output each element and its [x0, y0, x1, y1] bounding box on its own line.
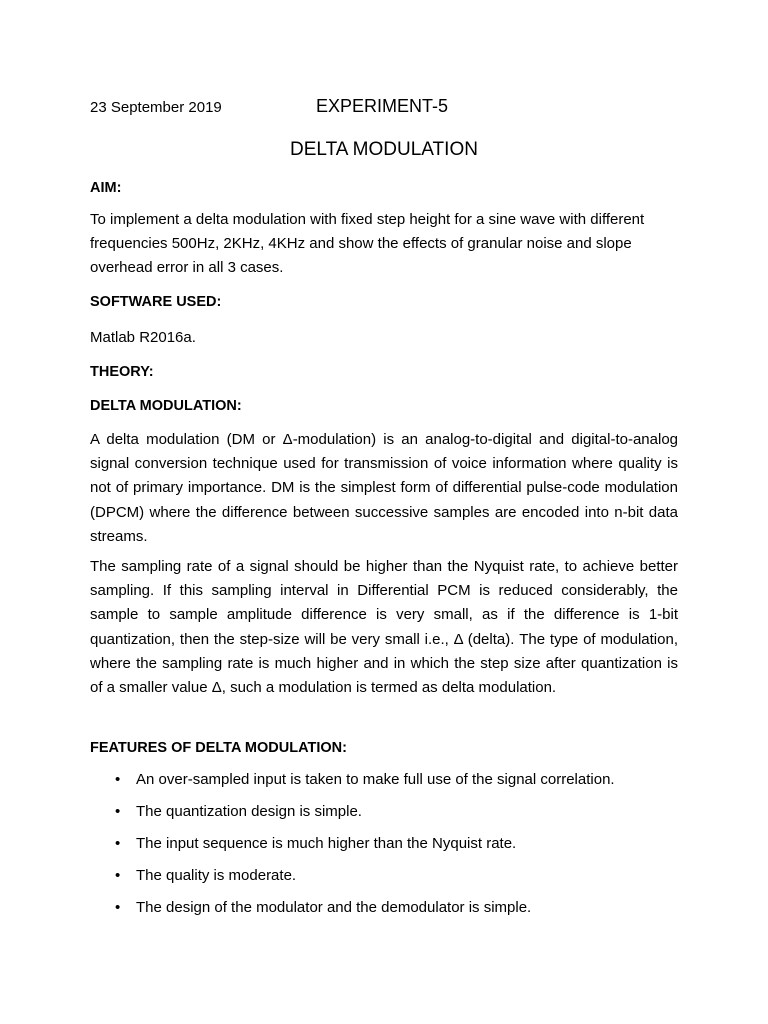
aim-heading: AIM:	[90, 180, 122, 196]
feature-text: An over-sampled input is taken to make full use of the signal correlation.	[136, 771, 615, 788]
feature-text: The quality is moderate.	[136, 867, 297, 884]
experiment-number: EXPERIMENT-5	[316, 96, 449, 116]
theory-paragraph-1: A delta modulation (DM or Δ-modulation) is an analog-to-digital and digital-to-analog signal conversion technique used for transmission of voice information where quality is not of primary importance. DM is the simplest form of differential pulse-code modulation (DPCM) where the difference between successive samples are encoded into n-bit data streams.	[90, 431, 678, 545]
aim-text: To implement a delta modulation with fixed step height for a sine wave with different frequencies 500Hz, 2KHz, 4KHz and show the effects of granular noise and slope overhead error in all 3 cases.	[90, 211, 645, 277]
theory-paragraph-2: The sampling rate of a signal should be higher than the Nyquist rate, to achieve better sampling. If this sampling interval in Differential PCM is reduced considerably, the sample to sample amplitude difference is very small, as if the difference is 1-bit quantization, then the step-size will be very small i.e., Δ (delta). The type of modulation, where the sampling rate is much higher and in which the step size after quantization is of a smaller value Δ, such a modulation is termed as delta modulation.	[90, 558, 678, 697]
bullet-icon: •	[115, 771, 121, 788]
feature-text: The input sequence is much higher than the Nyquist rate.	[136, 835, 517, 852]
features-list	[112, 768, 615, 928]
bullet-icon: •	[115, 803, 121, 820]
software-heading: SOFTWARE USED:	[90, 294, 222, 310]
bullet-icon: •	[115, 899, 121, 916]
delta-modulation-heading: DELTA MODULATION:	[90, 398, 242, 414]
list-item	[112, 864, 615, 896]
feature-text: The design of the modulator and the demodulator is simple.	[136, 899, 532, 916]
document-date: 23 September 2019	[90, 99, 222, 116]
list-item	[112, 832, 615, 864]
bullet-icon: •	[115, 835, 121, 852]
theory-heading: THEORY:	[90, 364, 154, 380]
list-item	[112, 800, 615, 832]
bullet-icon: •	[115, 867, 121, 884]
feature-text: The quantization design is simple.	[136, 803, 362, 820]
features-heading: FEATURES OF DELTA MODULATION:	[90, 740, 347, 756]
list-item	[112, 896, 615, 928]
document-title: DELTA MODULATION	[290, 139, 478, 160]
list-item	[112, 768, 615, 800]
software-text: Matlab R2016a.	[90, 329, 196, 346]
